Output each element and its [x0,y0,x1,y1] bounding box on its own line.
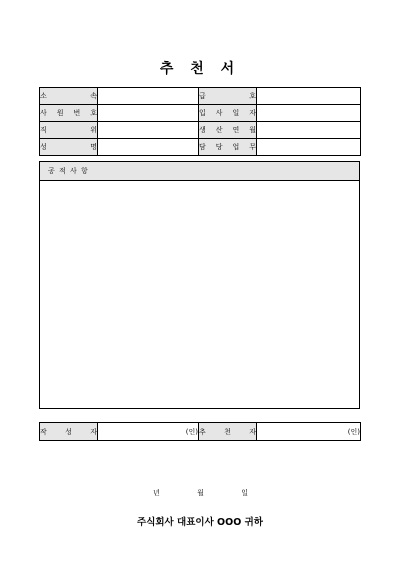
info-field-left[interactable] [98,88,199,105]
info-label-left [40,122,98,139]
info-label-right-char: 일 [232,109,240,117]
info-field-right[interactable] [257,88,361,105]
date-line [153,488,248,498]
info-label-right-char: 입 [199,109,206,117]
recommender-field[interactable] [257,423,361,441]
info-label-right-char: 호 [249,92,256,100]
info-label-right-char: 담 [199,143,206,151]
info-label-right-char: 급 [199,92,206,100]
info-row [40,139,361,156]
info-label-right [199,122,257,139]
date-year: 년 [153,489,160,497]
info-label-right-char: 연 [232,126,240,134]
info-label-left-char: 위 [90,126,97,134]
merit-notes-label: 공 적 사 항 [40,162,359,181]
recommender-seal: (인) [347,427,360,436]
info-label-right-char: 월 [249,126,256,134]
writer-label [40,423,98,441]
info-field-right[interactable] [257,122,361,139]
info-field-right[interactable] [257,105,361,122]
info-label-right-char: 산 [215,126,223,134]
writer-seal: (인) [185,427,198,436]
info-table [39,87,361,156]
info-label-left-char: 원 [56,109,64,117]
info-label-left [40,105,98,122]
info-label-left-char: 속 [90,92,97,100]
info-label-right [199,105,257,122]
writer-field[interactable] [98,423,199,441]
info-label-right-char: 당 [215,143,223,151]
info-row [40,88,361,105]
info-label-left-char: 번 [73,109,81,117]
addressee-line: 주식회사 대표이사 OOO 귀하 [137,517,263,528]
writer-label-char: 자 [90,427,97,436]
info-field-right[interactable] [257,139,361,156]
info-label-left-char: 사 [40,109,47,117]
info-label-left-char: 소 [40,92,47,100]
info-row [40,105,361,122]
info-row [40,122,361,139]
info-label-left-char: 호 [90,109,97,117]
merit-notes-box[interactable] [39,161,360,409]
info-label-left-char: 성 [40,143,47,151]
info-label-right [199,88,257,105]
document-title: 추 천 서 [159,61,241,77]
info-field-left[interactable] [98,105,199,122]
info-label-left [40,139,98,156]
date-month: 월 [197,489,204,497]
writer-label-char: 성 [65,427,72,436]
writer-label-char: 작 [40,427,47,436]
info-label-left [40,88,98,105]
info-label-right-char: 생 [199,126,206,134]
info-field-left[interactable] [98,122,199,139]
info-label-left-char: 직 [40,126,47,134]
recommender-label-char: 자 [249,427,256,436]
info-field-left[interactable] [98,139,199,156]
info-label-left-char: 명 [90,143,97,151]
recommender-label-char: 천 [224,427,231,436]
signature-table [39,422,361,441]
recommender-label-char: 추 [199,427,206,436]
info-label-right-char: 무 [249,143,256,151]
date-day: 일 [241,489,248,497]
recommender-label [199,423,257,441]
info-label-right-char: 사 [215,109,223,117]
info-label-right-char: 자 [249,109,256,117]
info-label-right [199,139,257,156]
info-label-right-char: 업 [232,143,240,151]
